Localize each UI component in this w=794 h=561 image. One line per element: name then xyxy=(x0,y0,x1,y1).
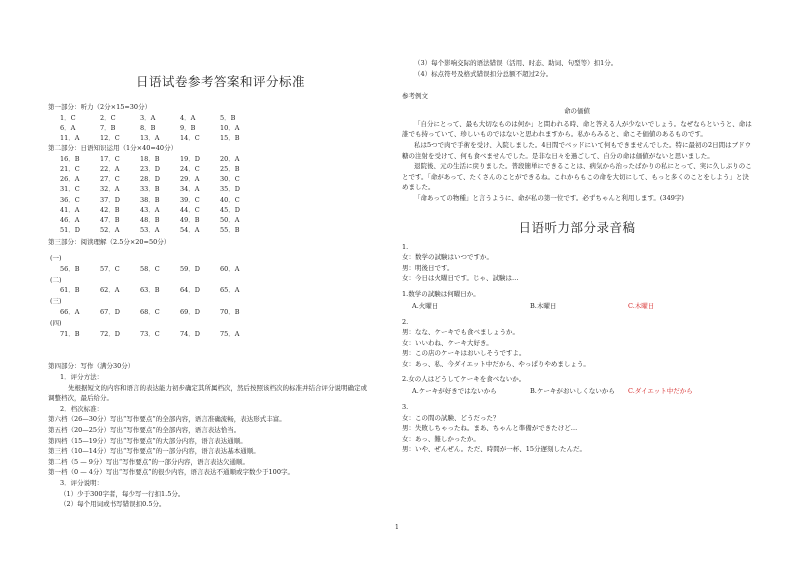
answer-cell: 42．B xyxy=(100,205,120,214)
answer-cell: 63．B xyxy=(140,286,160,295)
part3-heading: 第三部分：阅读理解（2.5分×20=50分） xyxy=(48,238,171,247)
answer-cell: 19．D xyxy=(180,154,200,163)
part4-line: 1．评分方法： xyxy=(60,372,104,381)
answer-cell: 12．C xyxy=(100,134,120,142)
answer-cell: 34．A xyxy=(180,185,200,194)
answer-cell: 9．B xyxy=(180,123,196,132)
answer-cell: 62．A xyxy=(100,286,120,295)
part1-heading: 第一部分：听力（2分×15=30分） xyxy=(48,103,152,111)
dialogue-line: 女：数学の試験はいつですか。 xyxy=(402,253,493,262)
listening-item-2 xyxy=(402,317,752,398)
dialogue-line: 男：この店のケーキはおいしそうですよ。 xyxy=(402,349,526,358)
answer-cell: 75．A xyxy=(220,329,240,338)
answer-cell: 72．D xyxy=(100,329,120,338)
answer-cell: 68．C xyxy=(140,308,160,316)
answer-cell: 70．B xyxy=(220,308,240,316)
answer-cell: 39．C xyxy=(180,195,200,204)
part4-line: 第二档（5 — 9分）写出“写作要点”的一部分内容，语言表达欠通顺。 xyxy=(48,457,250,466)
answer-cell: 48．B xyxy=(140,216,160,225)
right-column xyxy=(402,58,752,455)
question: 2.女の人はどうしてケーキを食べないか。 xyxy=(402,375,526,384)
group-answers xyxy=(48,264,393,275)
answer-cell: 29．A xyxy=(180,175,200,184)
dialogue-line: 女：あっ、難しかったか。 xyxy=(402,434,480,443)
answer-cell: 56．B xyxy=(60,264,80,273)
answer-cell: 58．C xyxy=(140,264,160,273)
item-number: 3. xyxy=(402,403,409,412)
group-label: (二) xyxy=(50,275,62,284)
answer-cell: 38．B xyxy=(140,195,160,204)
answer-cell: 49．B xyxy=(180,216,200,225)
option-c-correct: C.木曜日 xyxy=(628,301,655,310)
essay-paragraph: 「自分にとって、最も大切なものは何か」と問われる時、命と答える人が少ないでしょう。なぜならというと、命は誰でも持っていて、珍しいものではないと思われますから。私からみると、命こそ価値のあるものです。 xyxy=(402,119,752,139)
part4-line: 调整档次，最后给分。 xyxy=(48,394,113,403)
part4-line: （2）每个用词或书写错误扣0.5分。 xyxy=(60,500,166,509)
answer-cell: 59．D xyxy=(180,264,200,273)
part2-answers xyxy=(48,154,393,236)
answer-cell: 2．C xyxy=(100,113,116,122)
essay-paragraph: 私は5つで肉で手術を受け、入院しました。4日間でベッドにいて何もできませんでした。特に最初の2日間はブドウ糖の注射を受けて、何も食べませんでした。是非な日々を過ごして、自分の命は価値がないと思いました。 xyxy=(402,140,752,160)
answer-cell: 14．C xyxy=(180,134,200,142)
part4-line: （4）标点符号及格式错误扣分总额不超过2分。 xyxy=(414,69,553,78)
part4-line: 第三档（10—14分）写出“写作要点”的一部分内容，语言表达基本通顺。 xyxy=(48,447,260,456)
option-c-correct: C.ダイエット中だから xyxy=(628,387,693,396)
part4-line: 3．评分说明： xyxy=(60,478,104,487)
answer-cell: 50．A xyxy=(220,216,240,225)
group-label: (四) xyxy=(50,318,62,327)
answer-cell: 3．A xyxy=(140,113,156,122)
item-number: 2. xyxy=(402,317,409,326)
sample-heading: 参考例文 xyxy=(402,92,428,101)
option-a: A.ケーキが好きではないから xyxy=(412,387,497,396)
answer-cell: 28．D xyxy=(140,175,160,184)
option-b: B.ケーキがおいしくないから xyxy=(530,387,615,396)
dialogue-line: 女：あっ、私、今ダイエット中だから、やっぱりやめましょう。 xyxy=(402,359,590,368)
page-number: 1 xyxy=(395,524,399,531)
answer-cell: 55．B xyxy=(220,226,240,235)
answer-cell: 17．C xyxy=(100,154,120,163)
answer-cell: 32．A xyxy=(100,185,120,194)
answer-cell: 57．C xyxy=(100,264,120,273)
part3-groups xyxy=(48,253,393,339)
answer-cell: 21．C xyxy=(60,165,80,173)
answer-cell: 18．B xyxy=(140,154,160,163)
group-answers xyxy=(48,307,393,318)
answer-cell: 36．C xyxy=(60,195,80,204)
option-a: A.火曜日 xyxy=(412,301,439,310)
answer-cell: 26．A xyxy=(60,175,80,184)
answer-cell: 22．A xyxy=(100,165,120,173)
answer-cell: 20．A xyxy=(220,154,240,163)
answer-cell: 13．A xyxy=(140,134,160,142)
answer-cell: 69．D xyxy=(180,308,200,316)
answer-cell: 27．C xyxy=(100,175,120,184)
answer-cell: 8．B xyxy=(140,123,156,132)
part4-line: 先根据短文的内容和语言的表达能力初步确定其所属档次，然后按照该档次的标准并结合评分说明确定或 xyxy=(68,383,367,392)
answer-cell: 54．A xyxy=(180,226,200,235)
dialogue-line: 男：失敗しちゃったね。まあ、ちゃんと準備ができたけど… xyxy=(402,424,578,433)
answer-cell: 51．D xyxy=(60,226,80,235)
part2-heading: 第二部分：日语知识运用（1分×40=40分） xyxy=(48,144,178,153)
answer-cell: 65．A xyxy=(220,286,240,295)
part4-line: （1）少于300字者，每少写一行扣1.5分。 xyxy=(60,489,185,498)
answer-cell: 46．A xyxy=(60,216,80,225)
answer-cell: 10．A xyxy=(220,123,240,132)
answer-cell: 11．A xyxy=(60,134,80,142)
answer-cell: 23．D xyxy=(140,165,160,173)
part4-line: （3）每个影响交际的语法错误（活用、时态、助词、句型等）扣1分。 xyxy=(414,59,618,67)
answer-cell: 30．C xyxy=(220,175,240,184)
page-title: 日语试卷参考答案和评分标准 xyxy=(135,74,305,89)
essay-paragraph: 「命あっての物種」と言うように、命が私の第一位です。必ずちゃんと利用します。(349字) xyxy=(414,193,684,202)
dialogue-line: 男：いや、ぜんぜん。ただ、時間が一杯、15分遅刻したんだ。 xyxy=(402,445,587,454)
answer-cell: 52．A xyxy=(100,226,120,235)
answer-cell: 15．B xyxy=(220,134,240,142)
answer-cell: 25．B xyxy=(220,165,240,173)
answer-cell: 40．C xyxy=(220,195,240,204)
part4-line: 2．档次标准： xyxy=(60,404,104,413)
part4-line: 第四档（15—19分）写出“写作要点”的大部分内容，语言表达通顺。 xyxy=(48,436,247,445)
dialogue-line: 男：明後日です。 xyxy=(402,263,454,272)
answer-cell: 1．C xyxy=(60,113,76,122)
option-b: B.木曜日 xyxy=(530,301,557,310)
group-answers xyxy=(48,285,393,296)
answer-cell: 4．A xyxy=(180,113,196,122)
answer-cell: 60．A xyxy=(220,264,240,273)
answer-cell: 45．D xyxy=(220,205,240,214)
dialogue-line: 女：いいわね、ケーキ大好き。 xyxy=(402,338,493,347)
part4-heading: 第四部分：写作（满分30分） xyxy=(48,362,135,371)
answer-cell: 6．A xyxy=(60,123,76,132)
answer-cell: 74．D xyxy=(180,329,200,338)
dialogue-line: 女：この間の試験、どうだった？ xyxy=(402,413,500,422)
answer-cell: 53．A xyxy=(140,226,160,235)
group-label: (三) xyxy=(50,297,62,306)
answer-cell: 31．C xyxy=(60,185,80,194)
options-row xyxy=(402,300,752,312)
answer-cell: 67．D xyxy=(100,308,120,316)
answer-cell: 73．C xyxy=(140,329,160,338)
answer-cell: 43．A xyxy=(140,205,160,214)
answer-cell: 7．B xyxy=(100,123,116,132)
dialogue-line: 男：なな、ケーキでも食べましょうか。 xyxy=(402,328,519,337)
answer-cell: 61．B xyxy=(60,286,80,295)
listening-item-1 xyxy=(402,242,752,312)
part1-answers xyxy=(48,113,393,144)
answer-cell: 41．A xyxy=(60,205,80,214)
answer-cell: 37．D xyxy=(100,195,120,204)
answer-cell: 35．D xyxy=(220,185,240,194)
answer-cell: 44．C xyxy=(180,205,200,214)
answer-cell: 71．B xyxy=(60,329,80,338)
essay-title: 命の価値 xyxy=(564,106,590,115)
left-column xyxy=(48,62,393,510)
answer-cell: 66．A xyxy=(60,308,80,316)
group-label: (一) xyxy=(50,254,62,263)
part4-line: 第一档（0 — 4分）写出“写作要点”的很少内容，语言表达不通顺或字数少于100字。 xyxy=(48,468,294,477)
essay-paragraph: 退院後、元の生活に戻りました。普段簡単にできることは、病気から治ったばかりの私にとって、実に久しぶりのことです。「命があって、たくさんのことができるね。これからもこの命を大切にして、もっと多くのことをしよう」と決めました。 xyxy=(402,162,752,192)
answer-cell: 5．B xyxy=(220,113,236,122)
answer-cell: 64．D xyxy=(180,286,200,295)
options-row xyxy=(402,385,752,397)
dialogue-line: 女：今日は火曜日です。じゃ、試験は… xyxy=(402,274,519,283)
answer-cell: 47．B xyxy=(100,216,120,225)
part4-line: 第六档（26—30分）写出“写作要点”的全部内容，语言准确流畅，表达形式丰富。 xyxy=(48,415,286,424)
answer-cell: 16．B xyxy=(60,154,80,163)
item-number: 1. xyxy=(402,242,409,251)
question: 1.数学の試験は何曜日か。 xyxy=(402,289,480,298)
part4-line: 第五档（20—25分）写出“写作要点”的全部内容，语言表达恰当。 xyxy=(48,425,241,434)
listening-item-3 xyxy=(402,402,752,455)
listening-title: 日语听力部分录音稿 xyxy=(518,219,636,235)
answer-cell: 33．B xyxy=(140,185,160,194)
group-answers xyxy=(48,329,393,340)
answer-cell: 24．C xyxy=(180,165,200,173)
